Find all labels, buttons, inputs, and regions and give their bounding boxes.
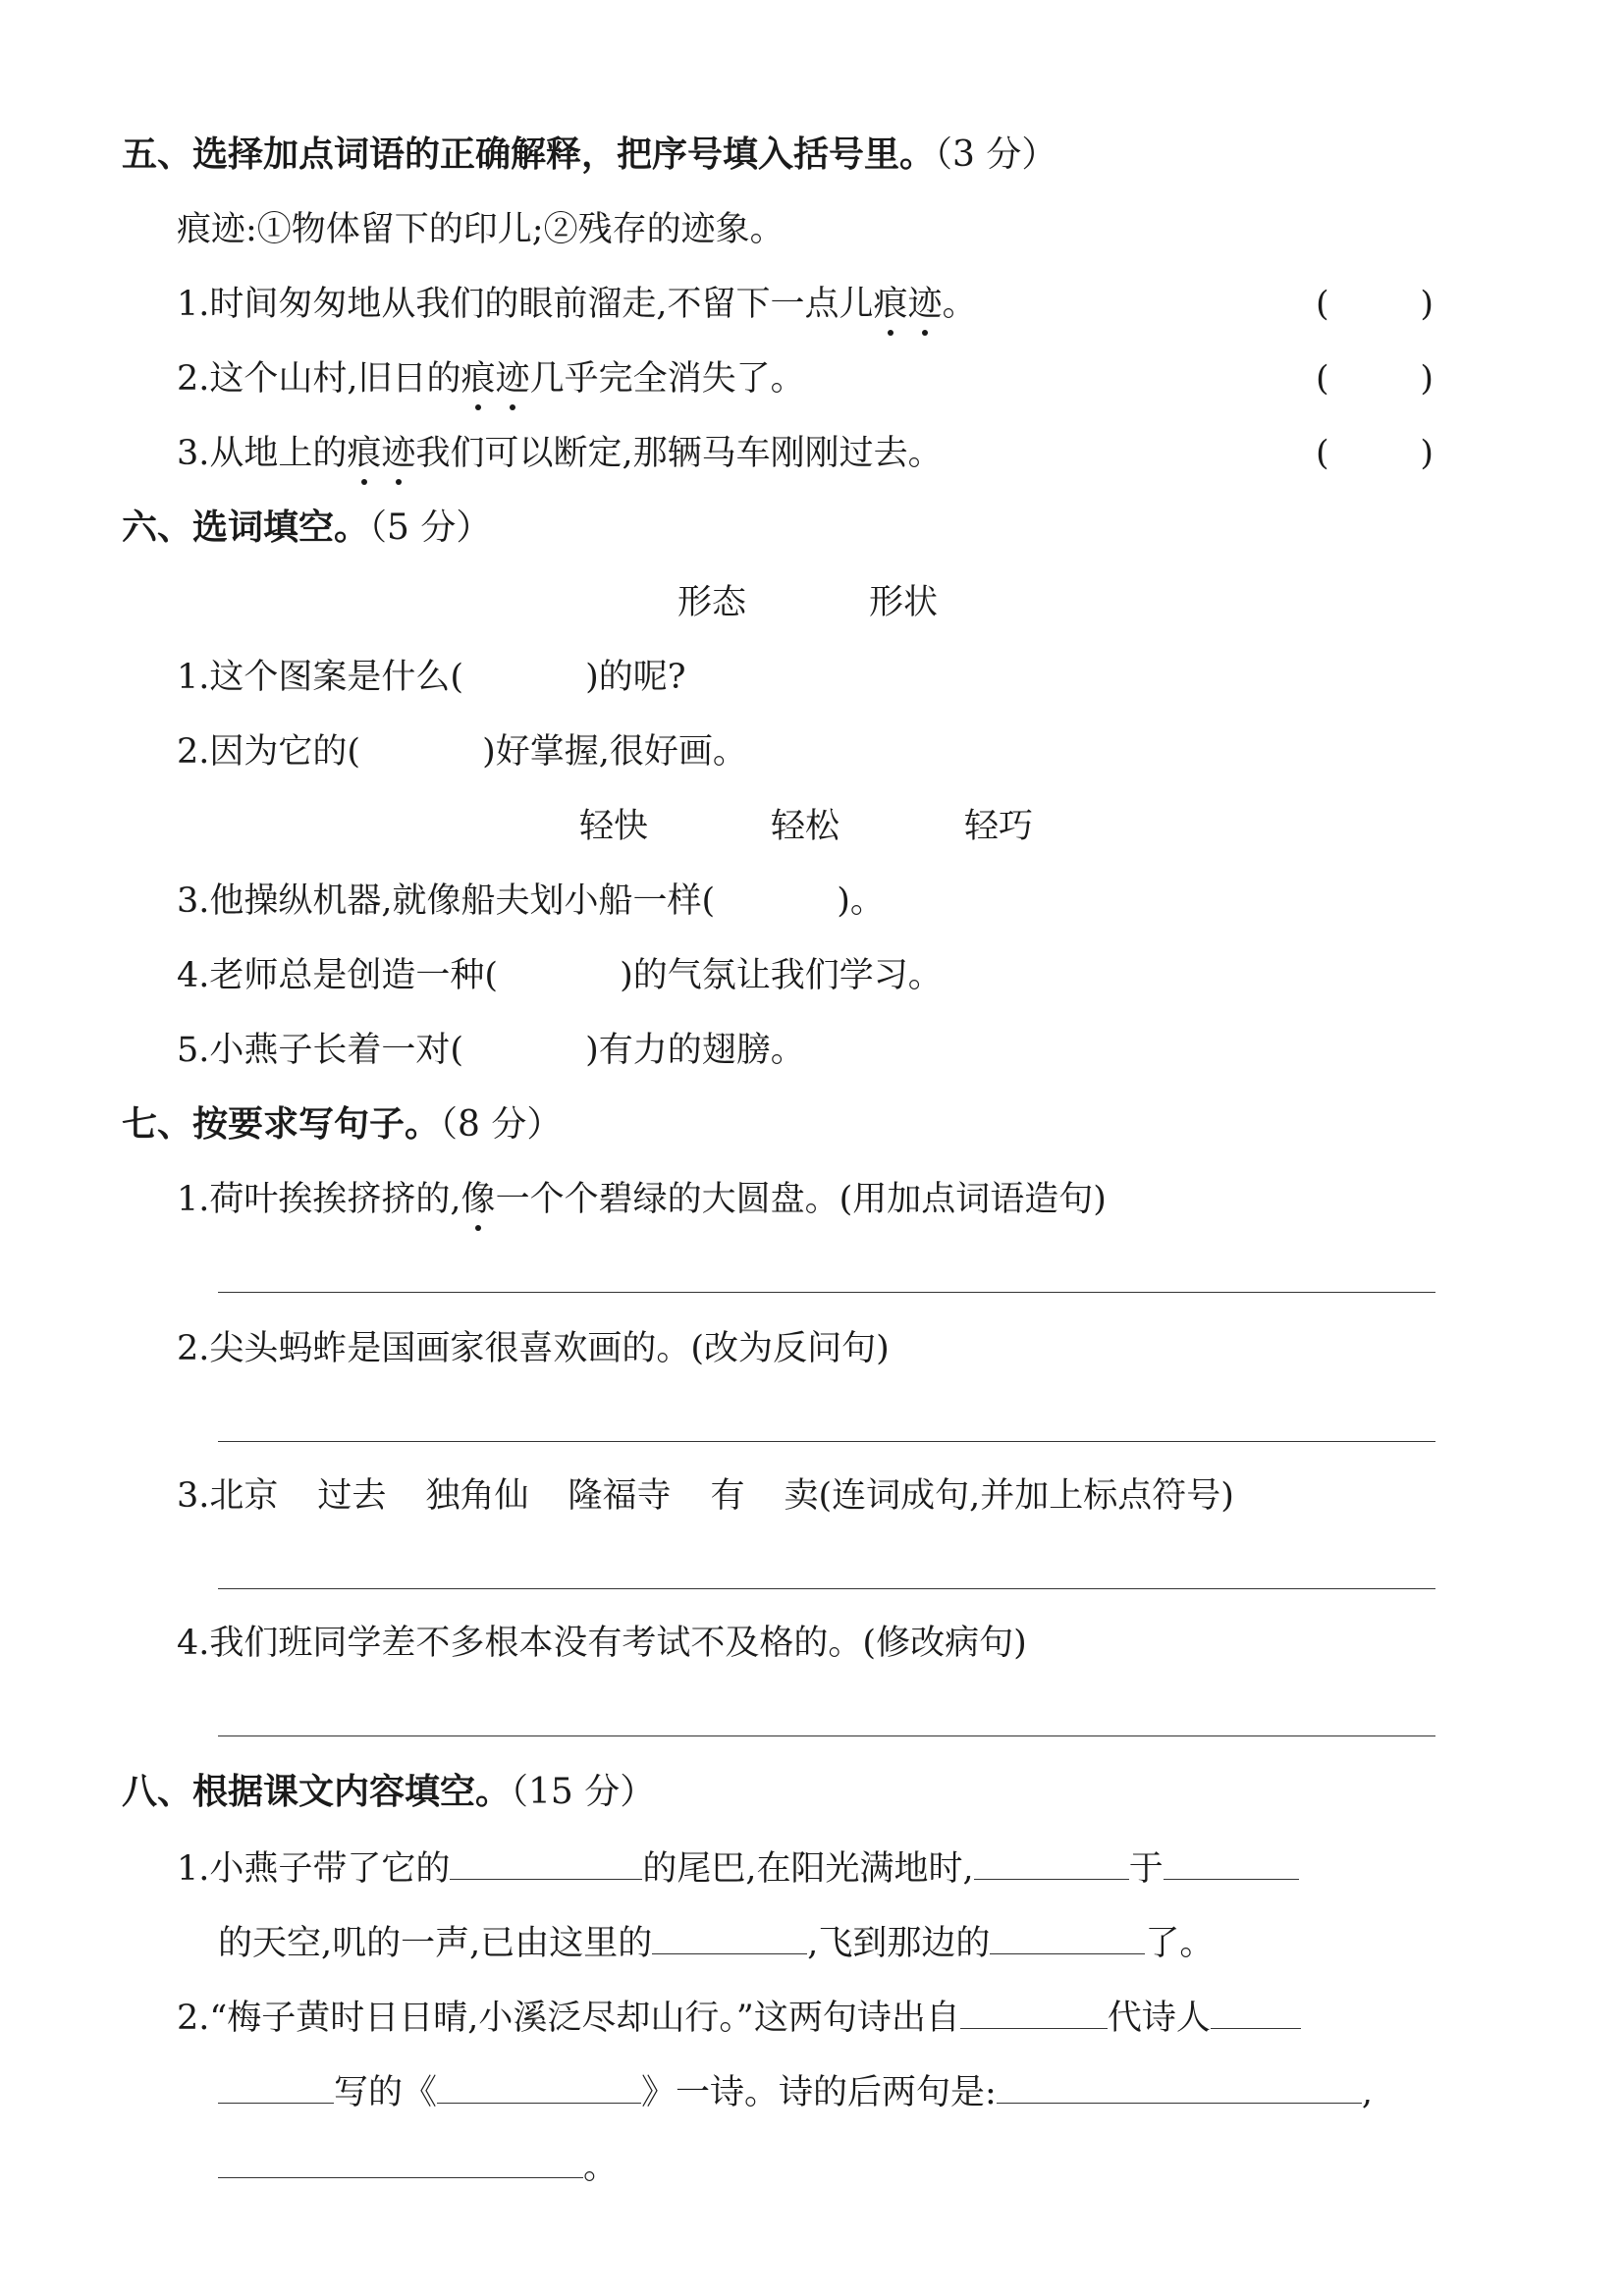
item-number: 3. bbox=[177, 881, 210, 921]
fill-blank[interactable] bbox=[960, 1995, 1108, 2029]
section-5-score: （3 分） bbox=[935, 134, 1057, 175]
item-number: 3. bbox=[177, 1476, 210, 1516]
section-6-title: 六、选词填空。 bbox=[122, 507, 370, 548]
dotted-char: 迹 bbox=[381, 434, 416, 473]
word-option: 轻快 bbox=[579, 807, 649, 846]
section-8-heading bbox=[122, 1771, 655, 1814]
item-number: 2. bbox=[177, 359, 210, 399]
s5-item-1 bbox=[177, 283, 977, 326]
answer-line-1[interactable] bbox=[218, 1292, 1435, 1293]
item-text-end: 几乎完全消失了。 bbox=[529, 359, 805, 399]
dotted-char: 迹 bbox=[495, 359, 530, 399]
item-text: 因为它的( bbox=[209, 732, 361, 772]
item-text: “梅子黄时日日晴,小溪泛尽却山行。”这两句诗出自 bbox=[209, 1999, 960, 2038]
s6-item-3 bbox=[177, 880, 885, 923]
item-text-end: 。 bbox=[942, 285, 977, 324]
answer-paren-2[interactable] bbox=[1316, 357, 1434, 400]
item-text: 他操纵机器,就像船夫划小船一样( bbox=[209, 881, 716, 921]
fill-blank[interactable] bbox=[974, 1845, 1129, 1880]
item-text: 老师总是创造一种( bbox=[209, 956, 499, 995]
dotted-char: 像 bbox=[460, 1180, 496, 1219]
item-text: 的尾巴,在阳光满地时, bbox=[642, 1849, 974, 1889]
paren-open: ( bbox=[1316, 285, 1329, 324]
item-number: 1. bbox=[177, 1849, 210, 1889]
word-chip: 卖 bbox=[784, 1476, 819, 1516]
item-text: 写的《 bbox=[334, 2073, 438, 2112]
item-text: 的天空,叽的一声,已由这里的 bbox=[218, 1924, 653, 1963]
section-6-heading bbox=[122, 507, 491, 550]
section-7-score: （8 分） bbox=[440, 1104, 563, 1145]
fill-blank[interactable] bbox=[218, 2069, 334, 2104]
fill-blank[interactable] bbox=[1164, 1845, 1299, 1880]
item-text-end: )的呢? bbox=[585, 658, 686, 697]
item-text-end: )。 bbox=[837, 881, 885, 921]
s8-q2-line3 bbox=[218, 2144, 618, 2189]
s6-item-4 bbox=[177, 954, 943, 997]
answer-line-4[interactable] bbox=[218, 1735, 1435, 1736]
s7-item-2 bbox=[177, 1327, 890, 1370]
item-text: 荷叶挨挨挤挤的, bbox=[209, 1180, 461, 1219]
word-chip: 独角仙 bbox=[425, 1476, 529, 1516]
item-text: 了。 bbox=[1145, 1924, 1215, 1963]
word-option: 形态 bbox=[677, 583, 747, 622]
dotted-char: 痕 bbox=[873, 285, 908, 324]
fill-blank[interactable] bbox=[997, 2069, 1362, 2104]
item-text: 。 bbox=[583, 2148, 619, 2187]
item-text: ,飞到那边的 bbox=[807, 1924, 991, 1963]
s8-q2-line1 bbox=[177, 1995, 1301, 2040]
item-text: 我们班同学差不多根本没有考试不及格的。(修改病句) bbox=[209, 1624, 1027, 1663]
fill-blank[interactable] bbox=[652, 1920, 807, 1954]
item-number: 4. bbox=[177, 956, 210, 995]
item-text-end: 我们可以断定,那辆马车刚刚过去。 bbox=[415, 434, 943, 473]
s8-q1-line1 bbox=[177, 1845, 1299, 1891]
fill-blank[interactable] bbox=[990, 1920, 1145, 1954]
s6-item-5 bbox=[177, 1029, 805, 1072]
item-text-end: )的气氛让我们学习。 bbox=[620, 956, 943, 995]
paren-close: ) bbox=[1420, 434, 1434, 473]
item-note: (连词成句,并加上标点符号) bbox=[818, 1476, 1234, 1516]
s7-item-4 bbox=[177, 1622, 1027, 1665]
s5-item-2 bbox=[177, 357, 805, 400]
s8-q1-line2 bbox=[218, 1920, 1214, 1965]
dotted-char: 痕 bbox=[460, 359, 496, 399]
item-text: , bbox=[1361, 2073, 1373, 2112]
item-text-end: 一个个碧绿的大圆盘。(用加点词语造句) bbox=[495, 1180, 1107, 1219]
dotted-char: 迹 bbox=[907, 285, 943, 324]
item-number: 1. bbox=[177, 285, 210, 324]
item-text: 代诗人 bbox=[1107, 1999, 1211, 2038]
item-number: 5. bbox=[177, 1031, 210, 1070]
item-text: 这个山村,旧日的 bbox=[209, 359, 461, 399]
item-text-end: )有力的翅膀。 bbox=[585, 1031, 805, 1070]
s5-item-3 bbox=[177, 432, 943, 475]
item-number: 3. bbox=[177, 434, 210, 473]
word-chip: 有 bbox=[710, 1476, 745, 1516]
word-chip: 北京 bbox=[209, 1476, 279, 1516]
paren-close: ) bbox=[1420, 285, 1434, 324]
answer-paren-1[interactable] bbox=[1316, 283, 1434, 326]
item-number: 2. bbox=[177, 732, 210, 772]
item-text: 》一诗。诗的后两句是: bbox=[641, 2073, 997, 2112]
section-7-title: 七、按要求写句子。 bbox=[122, 1104, 441, 1145]
fill-blank[interactable] bbox=[218, 2144, 583, 2178]
paren-open: ( bbox=[1316, 434, 1329, 473]
dotted-char: 痕 bbox=[347, 434, 382, 473]
item-number: 4. bbox=[177, 1624, 210, 1663]
item-text-end: )好掌握,很好画。 bbox=[482, 732, 747, 772]
answer-line-2[interactable] bbox=[218, 1441, 1435, 1442]
s7-item-1 bbox=[177, 1178, 1107, 1221]
definition-line: 痕迹:①物体留下的印儿;②残存的迹象。 bbox=[177, 210, 785, 249]
section-5-heading bbox=[122, 133, 1056, 177]
item-text: 小燕子长着一对( bbox=[209, 1031, 464, 1070]
word-chip: 过去 bbox=[317, 1476, 387, 1516]
fill-blank[interactable] bbox=[450, 1845, 642, 1880]
section-6-score: （5 分） bbox=[369, 507, 492, 548]
s6-item-2 bbox=[177, 730, 747, 774]
item-text: 这个图案是什么( bbox=[209, 658, 464, 697]
section-8-score: （15 分） bbox=[511, 1772, 656, 1812]
fill-blank[interactable] bbox=[1211, 1995, 1301, 2029]
item-text: 从地上的 bbox=[209, 434, 348, 473]
answer-paren-3[interactable] bbox=[1316, 432, 1434, 475]
paren-open: ( bbox=[1316, 359, 1329, 399]
item-number: 1. bbox=[177, 1180, 210, 1219]
item-text: 小燕子带了它的 bbox=[209, 1849, 451, 1889]
item-number: 1. bbox=[177, 658, 210, 697]
word-option: 形状 bbox=[869, 583, 939, 622]
item-text: 时间匆匆地从我们的眼前溜走,不留下一点儿 bbox=[209, 285, 874, 324]
s6-item-1 bbox=[177, 656, 685, 699]
item-number: 2. bbox=[177, 1329, 210, 1368]
item-text: 尖头蚂蚱是国画家很喜欢画的。(改为反问句) bbox=[209, 1329, 890, 1368]
fill-blank[interactable] bbox=[437, 2069, 641, 2104]
paren-close: ) bbox=[1420, 359, 1434, 399]
section-7-heading bbox=[122, 1103, 562, 1147]
section-8-title: 八、根据课文内容填空。 bbox=[122, 1772, 512, 1812]
s8-q2-line2 bbox=[218, 2069, 1373, 2114]
item-text: 于 bbox=[1128, 1849, 1164, 1889]
answer-line-3[interactable] bbox=[218, 1588, 1435, 1589]
word-chip: 隆福寺 bbox=[568, 1476, 672, 1516]
word-option: 轻巧 bbox=[964, 807, 1034, 846]
word-option: 轻松 bbox=[771, 807, 840, 846]
section-5-title: 五、选择加点词语的正确解释，把序号填入括号里。 bbox=[122, 134, 936, 175]
s7-item-3 bbox=[177, 1474, 1234, 1518]
item-number: 2. bbox=[177, 1999, 210, 2038]
